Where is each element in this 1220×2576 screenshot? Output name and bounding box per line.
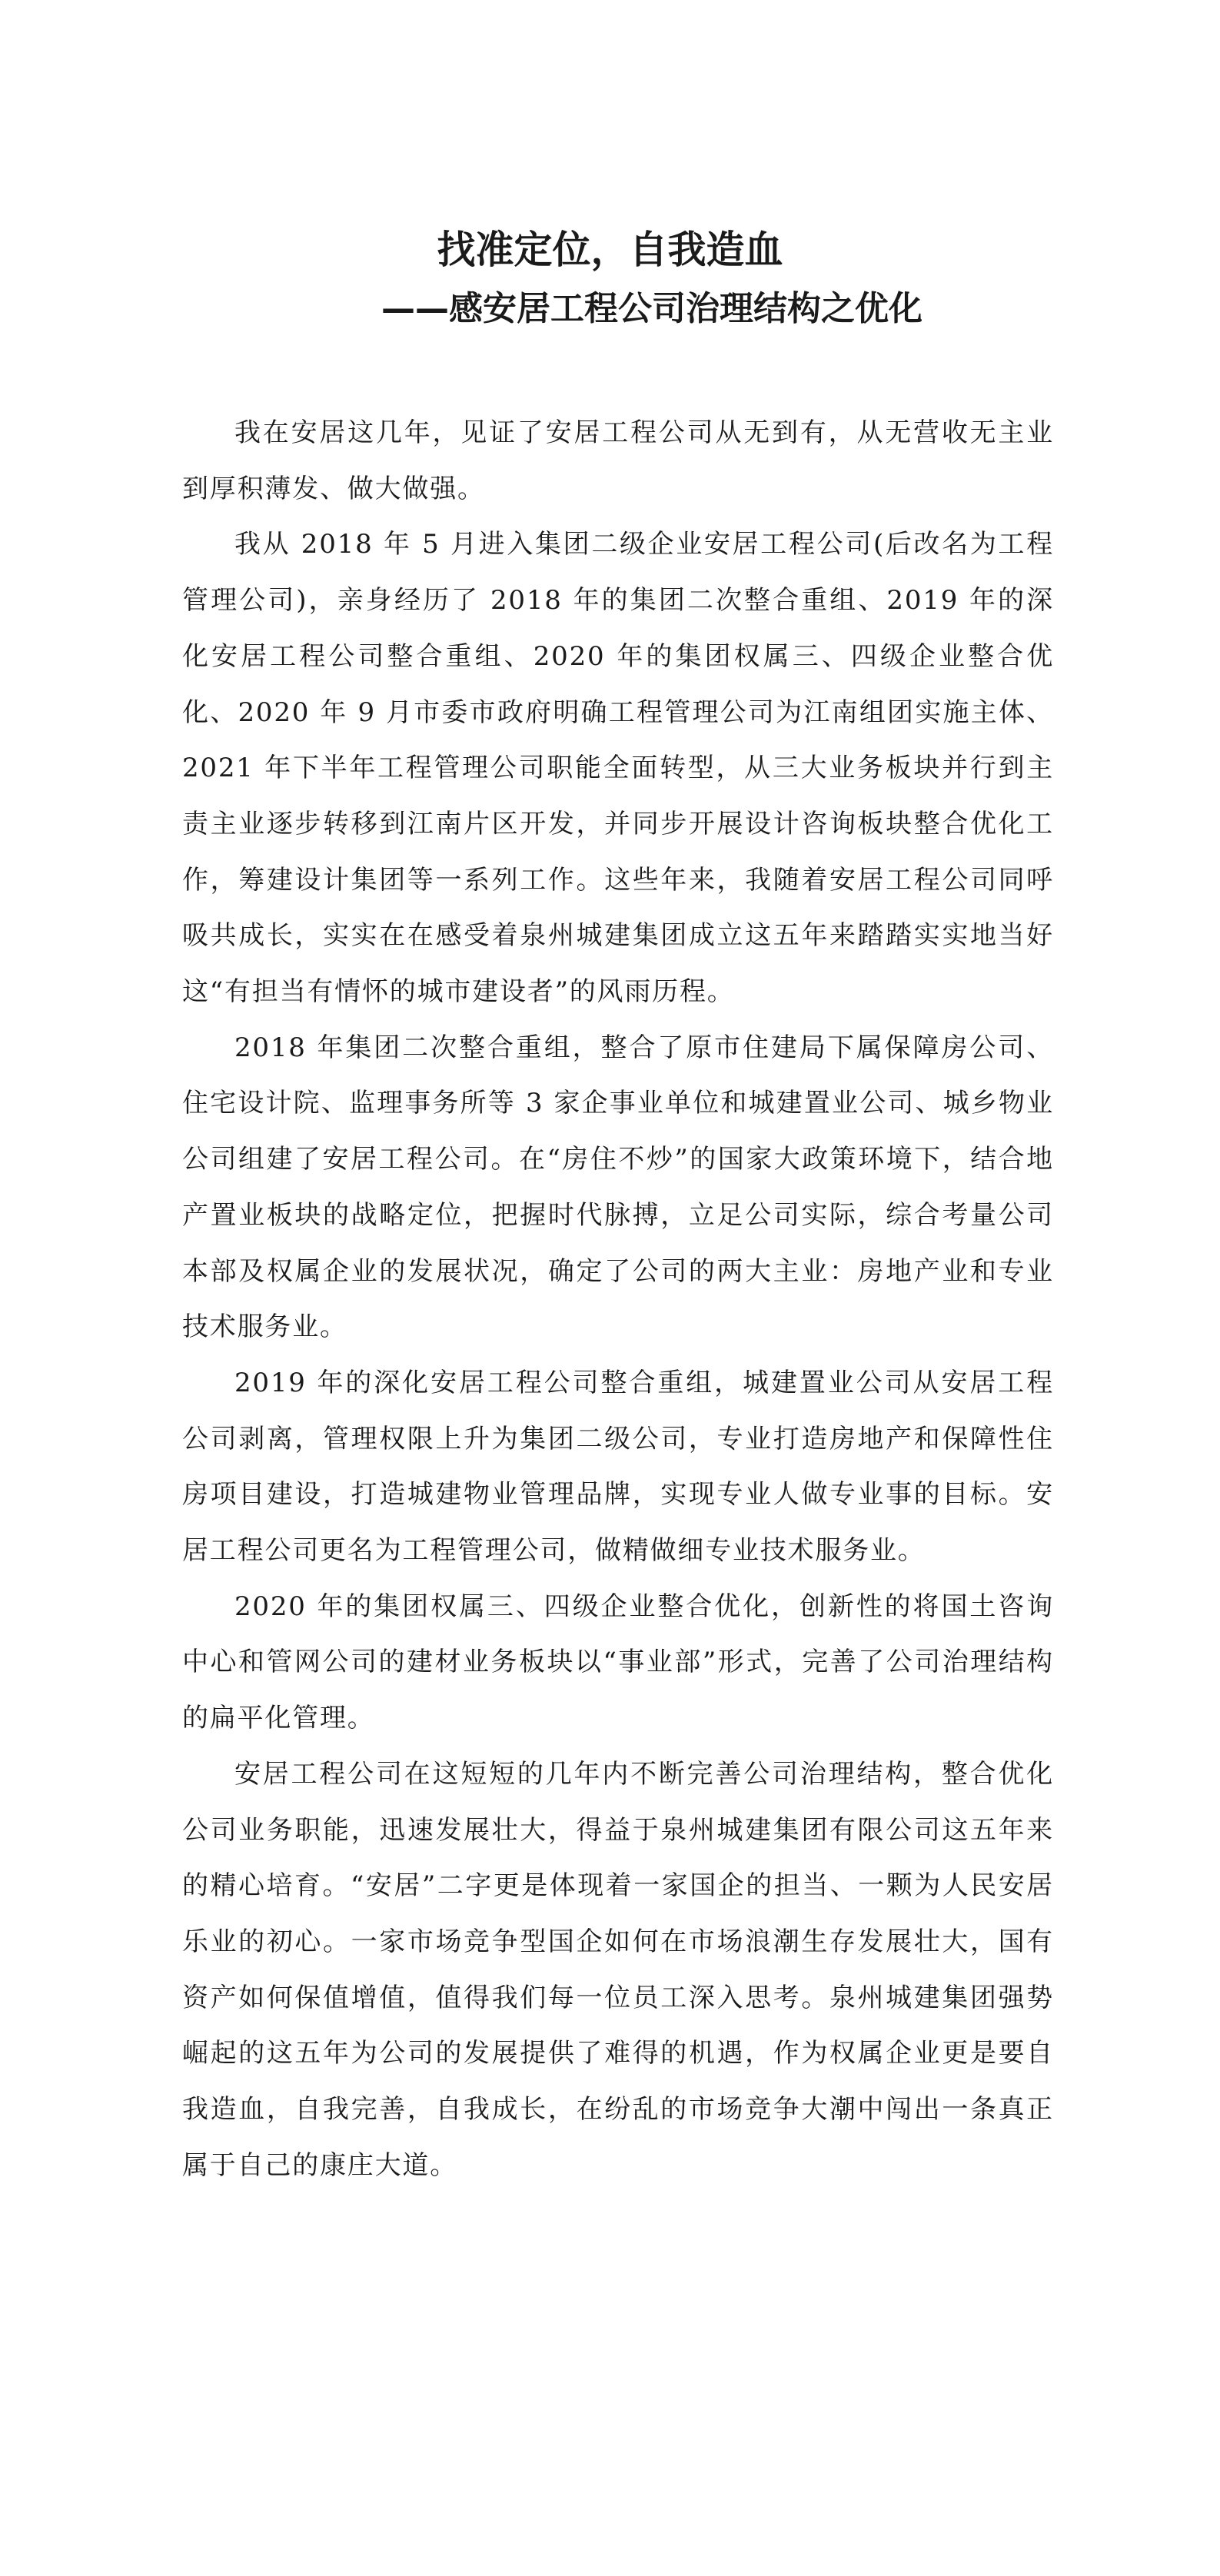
paragraph: 2019 年的深化安居工程公司整合重组，城建置业公司从安居工程公司剥离，管理权限上升为集团二级公司，专业打造房地产和保障性住房项目建设，打造城建物业管理品牌，实现专业人做专业事的目标。安居工程公司更名为工程管理公司，做精做细专业技术服务业。 — [182, 1367, 1054, 1567]
paragraph: 我从 2018 年 5 月进入集团二级企业安居工程公司(后改名为工程管理公司)，亲身经历了 2018 年的集团二次整合重组、2019 年的深化安居工程公司整合重组、2020 年的集团权属三、四级企业整合优化、2020 年 9 月市委市政府明确工程管理公司为江南组团实施主体、2021 年下半年工程管理公司职能全面转型，从三大业务板块并行到主责主业逐步转移到江南片区开发，并同步开展设计咨询板块整合优化工作，筹建设计集团等一系列工作。这些年来，我随着安居工程公司同呼吸共成长，实实在在感受着泉州城建集团成立这五年来踏踏实实地当好这“有担当有情怀的城市建设者”的风雨历程。 — [182, 529, 1054, 1008]
document-body — [182, 405, 1054, 2194]
paragraph: 安居工程公司在这短短的几年内不断完善公司治理结构，整合优化公司业务职能，迅速发展壮大，得益于泉州城建集团有限公司这五年来的精心培育。“安居”二字更是体现着一家国企的担当、一颗为人民安居乐业的初心。一家市场竞争型国企如何在市场浪潮生存发展壮大，国有资产如何保值增值，值得我们每一位员工深入思考。泉州城建集团强势崛起的这五年为公司的发展提供了难得的机遇，作为权属企业更是要自我造血，自我完善，自我成长，在纷乱的市场竞争大潮中闯出一条真正属于自己的康庄大道。 — [182, 1758, 1054, 2181]
paragraph: 2018 年集团二次整合重组，整合了原市住建局下属保障房公司、住宅设计院、监理事务所等 3 家企事业单位和城建置业公司、城乡物业公司组建了安居工程公司。在“房住不炒”的国家大政策环境下，结合地产置业板块的战略定位，把握时代脉搏，立足公司实际，综合考量公司本部及权属企业的发展状况，确定了公司的两大主业：房地产业和专业技术服务业。 — [182, 1032, 1054, 1343]
document-subtitle: ——感安居工程公司治理结构之优化 — [381, 289, 922, 328]
document-title: 找准定位，自我造血 — [437, 228, 783, 272]
paragraph: 我在安居这几年，见证了安居工程公司从无到有，从无营收无主业到厚积薄发、做大做强。 — [182, 417, 1054, 504]
paragraph: 2020 年的集团权属三、四级企业整合优化，创新性的将国土咨询中心和管网公司的建材业务板块以“事业部”形式，完善了公司治理结构的扁平化管理。 — [182, 1590, 1054, 1734]
